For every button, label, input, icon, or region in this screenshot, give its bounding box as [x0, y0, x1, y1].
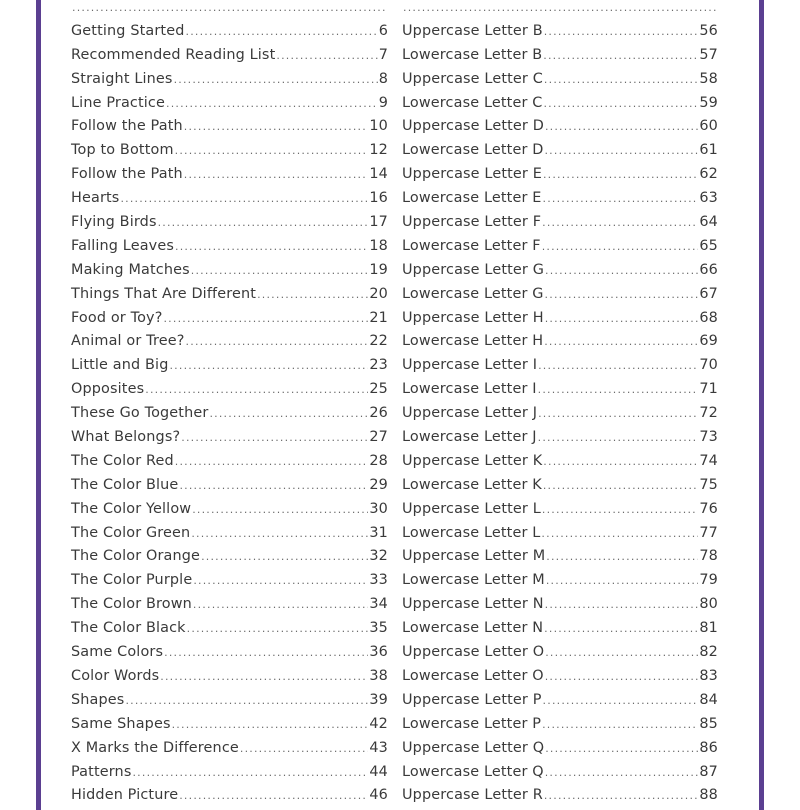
dot-leader [546, 545, 698, 569]
toc-entry [402, 569, 718, 593]
toc-entry-page-number: 38 [369, 667, 388, 684]
toc-entry-title: Food or Toy? [71, 309, 163, 326]
dot-leader [546, 569, 699, 593]
dot-leader [240, 737, 368, 761]
toc-entry [71, 641, 388, 665]
toc-entry [402, 522, 718, 546]
toc-entry-title: Lowercase Letter N [402, 620, 544, 637]
toc-entry [402, 402, 718, 426]
toc-entry-title: Hidden Picture [71, 787, 179, 804]
toc-entry-page-number: 57 [699, 46, 718, 63]
dot-leader [545, 737, 698, 761]
toc-entry [71, 163, 388, 187]
toc-entry-page-number: 6 [378, 22, 388, 39]
dot-leader [191, 522, 368, 546]
toc-entry-page-number: 64 [699, 214, 718, 231]
toc-entry [71, 235, 388, 259]
toc-entry-page-number: 9 [378, 94, 388, 111]
toc-entry [71, 737, 388, 761]
dot-leader [175, 450, 369, 474]
toc-entry [71, 20, 388, 44]
toc-entry-page-number: 35 [369, 620, 388, 637]
toc-entry [71, 617, 388, 641]
toc-left-column [71, 0, 388, 808]
toc-entry [71, 761, 388, 785]
dot-leader [544, 139, 698, 163]
toc-entry-title: Straight Lines [71, 70, 173, 87]
toc-entry-title: Lowercase Letter B [402, 46, 543, 63]
toc-entry [71, 139, 388, 163]
toc-entry-title: Uppercase Letter D [402, 118, 544, 135]
toc-entry-page-number: 32 [369, 548, 388, 565]
toc-entry-page-number: 42 [369, 715, 388, 732]
toc-entry [402, 163, 718, 187]
toc-entry-title: Uppercase Letter Q [402, 739, 545, 756]
toc-entry [71, 283, 388, 307]
toc-entry [71, 354, 388, 378]
dot-leader [164, 641, 368, 665]
toc-entry-page-number: 16 [369, 190, 388, 207]
dot-leader [187, 617, 369, 641]
dot-leader [543, 689, 699, 713]
toc-entry [402, 283, 718, 307]
dot-leader [543, 474, 699, 498]
toc-entry-page-number: 20 [369, 285, 388, 302]
toc-entry-page-number: 85 [699, 715, 718, 732]
toc-entry-page-number: 12 [369, 142, 388, 159]
toc-entry-title: Lowercase Letter K [402, 476, 542, 493]
toc-entry-title: The Color Black [71, 620, 186, 637]
toc-entry-title: Opposites [71, 381, 145, 398]
dot-leader [542, 211, 698, 235]
toc-entry [402, 68, 718, 92]
toc-entry-title: Lowercase Letter J [402, 429, 537, 446]
toc-entry [402, 498, 718, 522]
dot-leader [181, 426, 368, 450]
toc-entry-title: The Color Brown [71, 596, 192, 613]
dot-leader [542, 498, 698, 522]
toc-entry [71, 545, 388, 569]
dot-leader [544, 330, 698, 354]
toc-entry-title: Follow the Path [71, 118, 183, 135]
toc-entry-page-number: 14 [369, 166, 388, 183]
toc-entry [402, 44, 718, 68]
toc-entry-page-number: 61 [699, 142, 718, 159]
toc-entry-title: Same Colors [71, 644, 164, 661]
toc-entry-title: The Color Purple [71, 572, 193, 589]
toc-entry [402, 426, 718, 450]
toc-entry-page-number: 34 [369, 596, 388, 613]
dot-leader [543, 92, 698, 116]
toc-entry [71, 115, 388, 139]
toc-entry-title: X Marks the Difference [71, 739, 239, 756]
toc-entry [71, 498, 388, 522]
toc-entry [402, 115, 718, 139]
dot-leader [175, 139, 369, 163]
toc-entry-page-number: 75 [699, 476, 718, 493]
toc-entry-page-number: 62 [699, 166, 718, 183]
toc-entry-page-number: 33 [369, 572, 388, 589]
toc-entry [402, 187, 718, 211]
dot-leader [538, 402, 698, 426]
toc-entry-page-number: 71 [699, 381, 718, 398]
toc-entry-title: Uppercase Letter H [402, 309, 544, 326]
toc-entry-page-number: 76 [699, 500, 718, 517]
toc-entry-page-number: 30 [369, 500, 388, 517]
dot-leader [545, 259, 698, 283]
toc-entry-title: Lowercase Letter I [402, 381, 537, 398]
toc-entry [71, 569, 388, 593]
toc-entry-title: The Color Orange [71, 548, 201, 565]
toc-entry [402, 20, 718, 44]
toc-entry-title: Lowercase Letter O [402, 667, 544, 684]
toc-entry [71, 402, 388, 426]
dot-leader [191, 259, 369, 283]
toc-entry-page-number: 74 [699, 452, 718, 469]
toc-entry-page-number: 69 [699, 333, 718, 350]
toc-entry-title: Lowercase Letter E [402, 190, 542, 207]
dot-leader [192, 498, 368, 522]
toc-entry-page-number: 27 [369, 429, 388, 446]
toc-entry [71, 689, 388, 713]
toc-entry-title: Falling Leaves [71, 237, 175, 254]
toc-entry-page-number: 88 [699, 787, 718, 804]
toc-entry-title: Patterns [71, 763, 132, 780]
dot-leader [209, 402, 368, 426]
toc-entry-page-number: 7 [378, 46, 388, 63]
toc-entry-page-number: 78 [699, 548, 718, 565]
toc-entry [402, 354, 718, 378]
toc-entry-title: The Color Red [71, 452, 174, 469]
toc-entry-page-number: 86 [699, 739, 718, 756]
toc-entry-title: Uppercase Letter R [402, 787, 543, 804]
dot-leader [544, 617, 698, 641]
dot-leader [542, 235, 699, 259]
toc-entry-title: Hearts [71, 190, 120, 207]
toc-entry-page-number: 70 [699, 357, 718, 374]
dot-leader [545, 307, 699, 331]
toc-entry [71, 92, 388, 116]
dot-leader [160, 665, 368, 689]
dot-leader [543, 44, 698, 68]
toc-entry-page-number: 65 [699, 237, 718, 254]
toc-entry-title: These Go Together [71, 405, 209, 422]
toc-entry-title: The Color Yellow [71, 500, 192, 517]
toc-entry-page-number: 73 [699, 429, 718, 446]
toc-entry-title: Getting Started [71, 22, 185, 39]
dot-leader [545, 115, 698, 139]
toc-entry-title: The Color Green [71, 524, 191, 541]
toc-entry [71, 68, 388, 92]
toc-entry [71, 44, 388, 68]
toc-right-column [402, 0, 718, 808]
toc-entry-page-number: 39 [369, 691, 388, 708]
toc-entry [71, 307, 388, 331]
dot-leader [158, 211, 369, 235]
toc-entry-page-number: 17 [369, 214, 388, 231]
toc-entry-page-number: 72 [699, 405, 718, 422]
toc-entry-page-number: 58 [699, 70, 718, 87]
toc-entry [402, 307, 718, 331]
toc-entry-title: Animal or Tree? [71, 333, 185, 350]
toc-entry [402, 617, 718, 641]
toc-entry-page-number: 8 [378, 70, 388, 87]
toc-entry [71, 665, 388, 689]
toc-entry-page-number: 68 [699, 309, 718, 326]
toc-entry-page-number: 26 [369, 405, 388, 422]
toc-entry [71, 0, 388, 20]
dot-leader [545, 593, 699, 617]
dot-leader [193, 569, 368, 593]
toc-entry-title: Lowercase Letter Q [402, 763, 544, 780]
toc-entry-title: Lowercase Letter C [402, 94, 543, 111]
toc-entry [402, 259, 718, 283]
toc-entry [402, 474, 718, 498]
toc-entry [402, 330, 718, 354]
toc-entry [71, 330, 388, 354]
toc-entry [402, 737, 718, 761]
toc-entry [402, 139, 718, 163]
toc-entry [71, 593, 388, 617]
dot-leader [186, 20, 378, 44]
toc-entry-page-number: 67 [699, 285, 718, 302]
toc-entry-title: Lowercase Letter H [402, 333, 544, 350]
toc-entry [402, 235, 718, 259]
toc-entry-title: What Belongs? [71, 429, 181, 446]
toc-entry [402, 641, 718, 665]
dot-leader [545, 283, 699, 307]
toc-entry-page-number: 46 [369, 787, 388, 804]
toc-entry-page-number: 22 [369, 333, 388, 350]
dot-leader [544, 20, 699, 44]
toc-entry-page-number: 84 [699, 691, 718, 708]
dot-leader [538, 378, 699, 402]
toc-entry-page-number: 82 [699, 644, 718, 661]
toc-entry [71, 187, 388, 211]
dot-leader [179, 784, 368, 808]
dot-leader [543, 163, 698, 187]
toc-entry-title: Top to Bottom [71, 142, 174, 159]
dot-leader [179, 474, 368, 498]
toc-entry-title: Uppercase Letter G [402, 261, 545, 278]
dot-leader [163, 307, 368, 331]
toc-entry-title: Uppercase Letter I [402, 357, 538, 374]
toc-entry-title: Lowercase Letter G [402, 285, 544, 302]
toc-entry-title: Line Practice [71, 94, 165, 111]
toc-entry-page-number: 80 [699, 596, 718, 613]
toc-entry-title: Uppercase Letter B [402, 22, 543, 39]
toc-entry [71, 211, 388, 235]
dot-leader [201, 545, 368, 569]
toc-entry-page-number: 31 [369, 524, 388, 541]
dot-leader [186, 330, 369, 354]
toc-entry-page-number: 23 [369, 357, 388, 374]
toc-entry-page-number: 25 [369, 381, 388, 398]
dot-leader [544, 784, 699, 808]
dot-leader [174, 68, 378, 92]
toc-entry-page-number: 44 [369, 763, 388, 780]
toc-entry-title: Recommended Reading List [71, 46, 276, 63]
toc-entry [402, 545, 718, 569]
toc-entry-title: Lowercase Letter P [402, 715, 542, 732]
toc-entry-page-number: 21 [369, 309, 388, 326]
dot-leader [543, 450, 698, 474]
toc-entry-title: Lowercase Letter F [402, 237, 541, 254]
dot-leader [538, 354, 698, 378]
toc-entry [402, 593, 718, 617]
toc-entry-page-number: 60 [699, 118, 718, 135]
toc-entry-page-number: 29 [369, 476, 388, 493]
toc-entry-page-number: 66 [699, 261, 718, 278]
toc-entry [71, 378, 388, 402]
dot-leader [545, 665, 699, 689]
toc-entry-page-number: 77 [699, 524, 718, 541]
toc-entry-title: Lowercase Letter D [402, 142, 544, 159]
dot-leader [175, 235, 368, 259]
toc-entry [402, 211, 718, 235]
dot-leader [257, 283, 368, 307]
toc-entry [71, 450, 388, 474]
dot-leader [145, 378, 368, 402]
toc-entry [402, 784, 718, 808]
dot-leader [544, 68, 698, 92]
toc-entry-page-number: 56 [699, 22, 718, 39]
toc-entry-title: Things That Are Different [71, 285, 257, 302]
dot-leader [184, 115, 369, 139]
toc-entry [402, 0, 718, 20]
dot-leader [172, 713, 369, 737]
toc-entry-title: Making Matches [71, 261, 190, 278]
dot-leader [193, 593, 368, 617]
toc-entry-title: Uppercase Letter O [402, 644, 545, 661]
toc-entry-title: The Color Blue [71, 476, 179, 493]
toc-entry-title: Follow the Path [71, 166, 183, 183]
dot-leader [545, 641, 698, 665]
toc-entry-page-number: 59 [699, 94, 718, 111]
toc-entry [402, 450, 718, 474]
toc-entry [402, 761, 718, 785]
dot-leader [166, 92, 378, 116]
toc-entry-page-number: 19 [369, 261, 388, 278]
dot-leader [184, 163, 369, 187]
toc-entry-title: Lowercase Letter M [402, 572, 545, 589]
dot-leader [541, 522, 698, 546]
toc-entry-page-number: 43 [369, 739, 388, 756]
dot-leader [132, 761, 368, 785]
toc-entry-title: Lowercase Letter L [402, 524, 541, 541]
toc-entry [402, 665, 718, 689]
dot-leader [120, 187, 368, 211]
toc-entry-page-number: 63 [699, 190, 718, 207]
dot-leader [403, 0, 717, 20]
dot-leader [72, 0, 387, 20]
dot-leader [542, 713, 698, 737]
toc-entry [402, 689, 718, 713]
toc-entry-title: Uppercase Letter P [402, 691, 542, 708]
dot-leader [545, 761, 699, 785]
toc-entry [71, 713, 388, 737]
toc-entry-page-number: 87 [699, 763, 718, 780]
toc-entry-page-number: 10 [369, 118, 388, 135]
dot-leader [538, 426, 699, 450]
dot-leader [125, 689, 368, 713]
toc-entry-title: Uppercase Letter M [402, 548, 546, 565]
toc-entry-title: Uppercase Letter J [402, 405, 538, 422]
toc-entry-title: Uppercase Letter L [402, 500, 541, 517]
toc-entry-page-number: 83 [699, 667, 718, 684]
toc-entry [71, 522, 388, 546]
toc-entry [71, 426, 388, 450]
toc-entry [402, 378, 718, 402]
toc-entry-title: Little and Big [71, 357, 169, 374]
toc-entry-title: Uppercase Letter F [402, 214, 542, 231]
toc-entry [71, 474, 388, 498]
toc-entry [402, 92, 718, 116]
toc-entry-title: Uppercase Letter N [402, 596, 544, 613]
toc-entry-title: Same Shapes [71, 715, 171, 732]
toc-entry-title: Shapes [71, 691, 125, 708]
toc-entry-title: Color Words [71, 667, 160, 684]
toc-entry [402, 713, 718, 737]
toc-entry [71, 784, 388, 808]
dot-leader [276, 44, 377, 68]
toc-entry-title: Flying Birds [71, 214, 157, 231]
dot-leader [169, 354, 368, 378]
toc-entry [71, 259, 388, 283]
toc-entry-page-number: 18 [369, 237, 388, 254]
toc-entry-page-number: 79 [699, 572, 718, 589]
toc-entry-page-number: 36 [369, 644, 388, 661]
toc-entry-page-number: 28 [369, 452, 388, 469]
toc-entry-title: Uppercase Letter K [402, 452, 543, 469]
toc-entry-title: Uppercase Letter C [402, 70, 543, 87]
dot-leader [543, 187, 699, 211]
toc-entry-page-number: 81 [699, 620, 718, 637]
toc-entry-title: Uppercase Letter E [402, 166, 542, 183]
